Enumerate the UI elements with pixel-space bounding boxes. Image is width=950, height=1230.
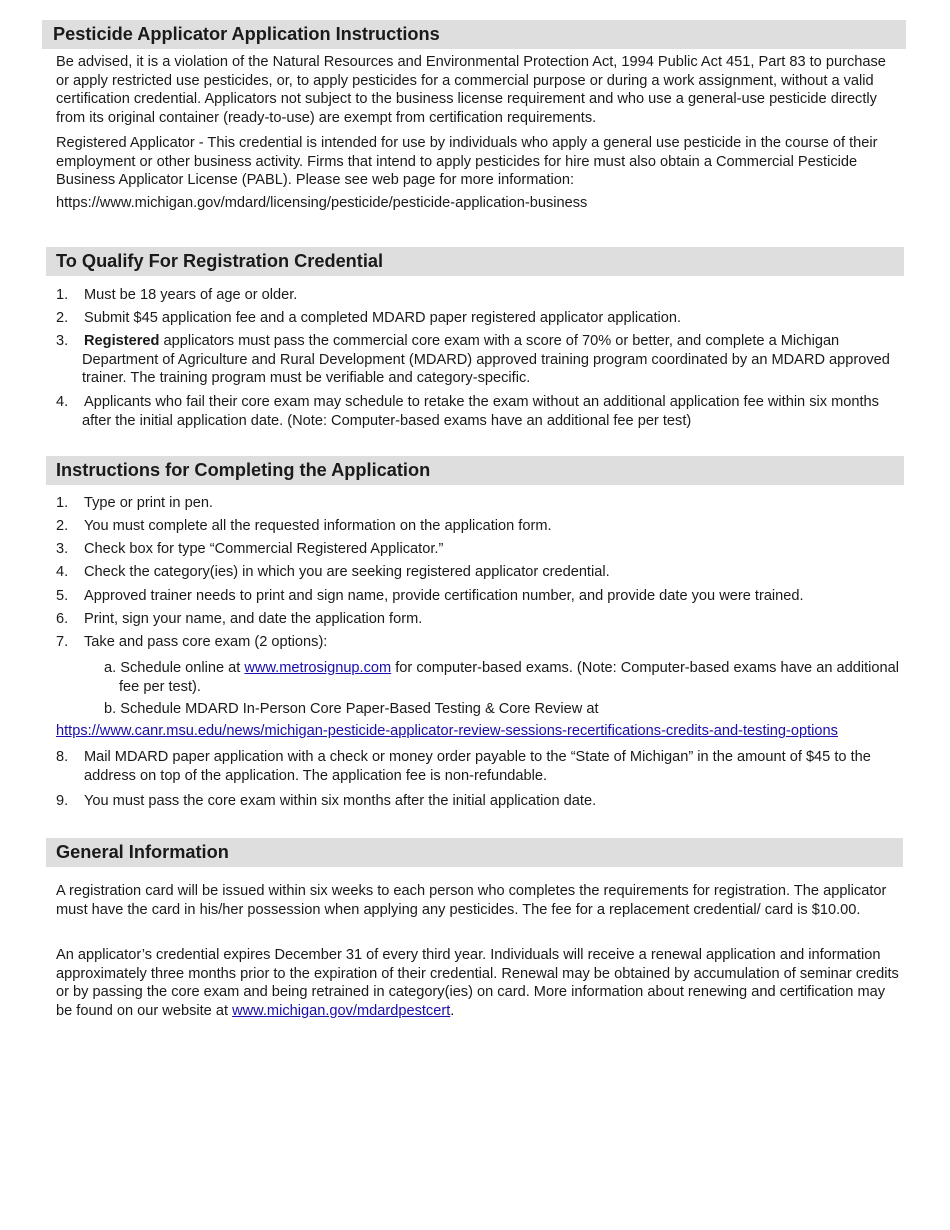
msu-link-row xyxy=(56,722,926,741)
list-number: 4. xyxy=(56,564,69,580)
list-number: 6. xyxy=(56,611,69,627)
list-text-rest: applicators must pass the commercial core exam with a score of 70% or better, and complete a Michigan Department of Agriculture and Rural Development (MDARD) approved training program coordinated by an MDARD approved trainer. The training program must be verifiable and category-specific. xyxy=(82,333,890,387)
list-text: Must be 18 years of age or older. xyxy=(84,287,298,303)
list-text-wrapped xyxy=(84,748,904,785)
list-text: Check the category(ies) in which you are seeking registered applicator credential. xyxy=(84,564,610,580)
section-title-qualify: To Qualify For Registration Credential xyxy=(46,247,904,276)
list-number: 1. xyxy=(56,495,69,511)
list-number: 1. xyxy=(56,287,69,303)
list-text-body: Mail MDARD paper application with a check or money order payable to the “State of Michigan” in the amount of $45 to the address on top of the application. The application fee is non-refundable. xyxy=(84,749,871,784)
list-number: 7. xyxy=(56,634,69,650)
msu-testing-link[interactable]: https://www.canr.msu.edu/news/michigan-pesticide-applicator-review-sessions-recertifications-credits-and-testing-options xyxy=(56,723,838,739)
list-text: Print, sign your name, and date the application form. xyxy=(84,611,423,627)
list-number: 3. xyxy=(56,333,69,349)
general-paragraph-2 xyxy=(56,946,901,1020)
section-title-instructions: Instructions for Completing the Application xyxy=(46,456,904,485)
section-title-general: General Information xyxy=(46,838,903,867)
section-title-intro: Pesticide Applicator Application Instructions xyxy=(42,20,906,49)
list-text: You must complete all the requested information on the application form. xyxy=(84,518,552,534)
list-text: Submit $45 application fee and a completed MDARD paper registered applicator application. xyxy=(84,310,682,326)
list-text: You must pass the core exam within six months after the initial application date. xyxy=(84,793,597,809)
general-paragraph-2-text: An applicator’s credential expires December 31 of every third year. Individuals will receive a renewal application and information approximately three months prior to the expiration of their credential. Renewal may be obtained by accumulation of seminar credits or by passing the core exam and being retrained in category(ies) on card. More information about renewing and certification may be found on our website at xyxy=(56,947,899,1019)
business-license-url: https://www.michigan.gov/mdard/licensing/pesticide/pesticide-application-business xyxy=(56,195,588,211)
list-text xyxy=(84,748,904,785)
intro-paragraph-1: Be advised, it is a violation of the Natural Resources and Environmental Protection Act, 1994 Public Act 451, Part 83 to purchase or apply restricted use pesticides, or, to apply pesticides for a commercial purpose or during a work assignment, without a valid certification credential. Applicators not subject to the business license requirement and who use a general-use pesticide directly from its original container (ready-to-use) are exempt from certification requirements. xyxy=(56,54,886,126)
list-number: 3. xyxy=(56,541,69,557)
list-text: Check box for type “Commercial Registered Applicator.” xyxy=(84,541,444,557)
list-number: 5. xyxy=(56,588,69,604)
metrosignup-link[interactable]: www.metrosignup.com xyxy=(244,660,392,676)
list-text: Take and pass core exam (2 options): xyxy=(84,634,328,650)
sub-item-in-person: b. Schedule MDARD In-Person Core Paper-Based Testing & Core Review at xyxy=(104,701,599,717)
sub-item-suffix: for computer-based exams. (Note: Computer-based exams have an additional fee per test). xyxy=(119,660,899,695)
general-paragraph-1: A registration card will be issued within six weeks to each person who completes the requirements for registration. The applicator must have the card in his/her possession when applying any pesticides. The fee for a replacement credential/ card is $10.00. xyxy=(56,883,887,918)
intro-paragraph-2: Registered Applicator - This credential is intended for use by individuals who apply a general use pesticide in the course of their employment or other business activity. Firms that intend to apply pesticides for hire must also obtain a Commercial Pesticide Business Applicator License (PABL). Please see web page for more information: xyxy=(56,135,878,189)
mdardpestcert-link[interactable]: www.michigan.gov/mdardpestcert xyxy=(232,1002,451,1019)
list-number: 4. xyxy=(56,394,69,410)
list-number: 2. xyxy=(56,518,69,534)
list-number: 2. xyxy=(56,310,69,326)
list-number: 9. xyxy=(56,793,69,809)
list-text: Approved trainer needs to print and sign name, provide certification number, and provide date you were trained. xyxy=(84,588,804,604)
sub-item-prefix: a. Schedule online at xyxy=(104,660,245,676)
list-text: Type or print in pen. xyxy=(84,495,213,511)
registered-bold: Registered xyxy=(84,333,160,349)
sub-item-online xyxy=(104,659,909,696)
list-number: 8. xyxy=(56,749,69,765)
list-text: Applicants who fail their core exam may schedule to retake the exam without an additional application fee within six months after the initial application date. (Note: Computer-based exams have an additional fee per test) xyxy=(82,394,879,429)
list-text xyxy=(82,332,906,388)
general-paragraph-2-end: . xyxy=(450,1002,455,1019)
